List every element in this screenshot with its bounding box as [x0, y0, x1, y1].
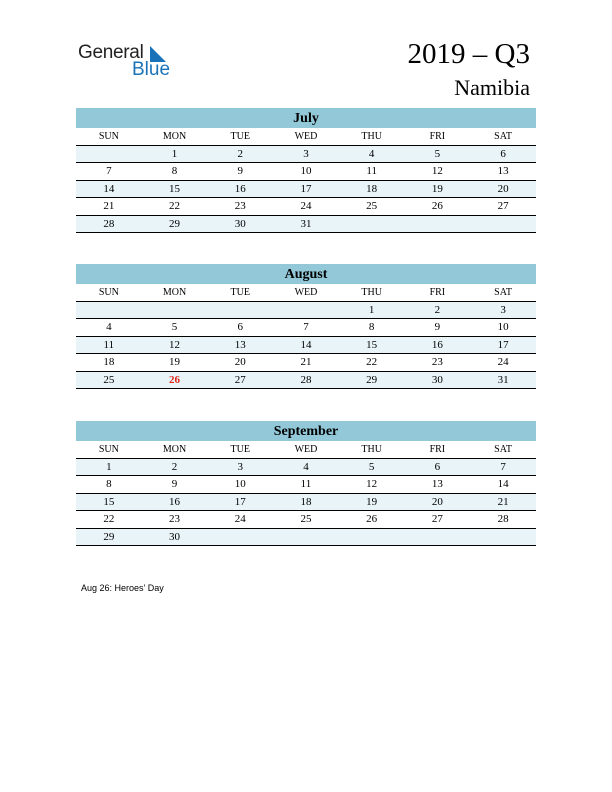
- week-row: [76, 146, 536, 164]
- date-cell: 11: [103, 338, 115, 351]
- date-cell: 14: [300, 338, 312, 351]
- weekday-label: WED: [294, 131, 318, 142]
- date-cell: 12: [169, 338, 181, 351]
- month-calendar: [76, 264, 536, 389]
- date-cell: [273, 529, 339, 546]
- date-cell: 31: [497, 373, 509, 386]
- date-cell: 22: [103, 513, 115, 525]
- date-cell: 12: [366, 478, 378, 490]
- date-cell: 29: [366, 373, 378, 386]
- date-cell: 1: [368, 303, 375, 316]
- date-cell: 28: [300, 373, 312, 386]
- weekday-header-row: [76, 284, 536, 302]
- week-row: [76, 372, 536, 390]
- date-cell: 19: [431, 182, 443, 195]
- weekday-label: WED: [294, 287, 318, 298]
- date-cell: [405, 216, 471, 233]
- date-cell: 2: [434, 303, 441, 316]
- weekday-label: MON: [162, 131, 187, 142]
- date-cell: [339, 216, 405, 233]
- date-cell: 8: [368, 321, 375, 333]
- logo-general-text: General: [78, 42, 144, 63]
- week-row: [76, 216, 536, 234]
- date-cell: 10: [300, 165, 312, 177]
- generalblue-logo: [78, 42, 188, 82]
- week-row: [76, 302, 536, 320]
- date-cell: 8: [106, 478, 112, 490]
- month-calendar: [76, 108, 536, 233]
- week-row: [76, 337, 536, 355]
- date-cell: 23: [169, 513, 181, 525]
- date-cell: 19: [366, 495, 378, 508]
- date-cell: 14: [103, 182, 115, 195]
- date-cell: 28: [103, 217, 115, 230]
- date-cell: 17: [234, 495, 246, 508]
- date-cell: 13: [431, 478, 443, 490]
- date-cell: 6: [500, 147, 506, 160]
- weekday-label: THU: [361, 287, 382, 298]
- date-cell: 20: [431, 495, 443, 508]
- date-cell: 17: [300, 182, 312, 195]
- date-cell: [76, 146, 142, 163]
- date-cell: 24: [300, 200, 312, 212]
- week-row: [76, 511, 536, 529]
- week-row: [76, 198, 536, 216]
- country-name: Namibia: [454, 75, 530, 100]
- date-cell: [273, 302, 339, 319]
- date-cell: 2: [237, 147, 243, 160]
- month-title: August: [76, 264, 536, 284]
- holiday-note: Aug 26: Heroes’ Day: [81, 583, 164, 593]
- date-cell: 27: [234, 373, 246, 386]
- date-cell: 9: [171, 478, 178, 490]
- date-cell: 9: [434, 321, 441, 333]
- date-cell: 18: [103, 356, 115, 368]
- date-cell: 6: [434, 460, 441, 473]
- weekday-label: FRI: [429, 131, 446, 142]
- date-cell: [142, 302, 208, 319]
- weekday-label: TUE: [230, 444, 250, 455]
- weekday-label: FRI: [429, 287, 446, 298]
- week-row: [76, 494, 536, 512]
- date-cell: 11: [300, 478, 312, 490]
- date-cell: 20: [234, 356, 246, 368]
- date-cell: 3: [303, 147, 309, 160]
- weekday-label: FRI: [429, 444, 446, 455]
- weekday-label: SUN: [98, 131, 119, 142]
- date-cell: 15: [366, 338, 378, 351]
- date-cell: [339, 529, 405, 546]
- date-cell: 2: [171, 460, 178, 473]
- date-cell: 8: [171, 165, 178, 177]
- date-cell: 11: [366, 165, 377, 177]
- date-cell: 27: [497, 200, 509, 212]
- weekday-header-row: [76, 441, 536, 459]
- month-calendar: [76, 421, 536, 546]
- date-cell: 24: [497, 356, 509, 368]
- week-row: [76, 181, 536, 199]
- date-cell: 6: [237, 321, 243, 333]
- date-cell: 10: [497, 321, 509, 333]
- date-cell: 18: [300, 495, 312, 508]
- weekday-label: TUE: [230, 287, 250, 298]
- date-cell: 25: [366, 200, 378, 212]
- week-row: [76, 459, 536, 477]
- date-cell: 21: [497, 495, 509, 508]
- week-row: [76, 319, 536, 337]
- date-cell: 5: [434, 147, 441, 160]
- date-cell: [207, 302, 273, 319]
- date-cell: 30: [234, 217, 246, 230]
- date-cell: 26: [431, 200, 443, 212]
- date-cell: 1: [106, 460, 112, 473]
- date-cell: 7: [303, 321, 309, 333]
- date-cell: 17: [497, 338, 509, 351]
- date-cell: 10: [234, 478, 246, 490]
- date-cell: 4: [368, 147, 375, 160]
- holiday-date-cell: 26: [169, 373, 181, 386]
- weekday-label: WED: [294, 444, 318, 455]
- date-cell: 25: [103, 373, 115, 386]
- weekday-label: SUN: [98, 287, 119, 298]
- date-cell: 29: [169, 217, 181, 230]
- weekday-label: SUN: [98, 444, 119, 455]
- week-row: [76, 476, 536, 494]
- date-cell: 25: [300, 513, 312, 525]
- date-cell: 30: [169, 530, 181, 543]
- date-cell: 26: [366, 513, 378, 525]
- weekday-label: MON: [162, 444, 187, 455]
- date-cell: 23: [431, 356, 443, 368]
- month-title: July: [76, 108, 536, 128]
- date-cell: 20: [497, 182, 509, 195]
- weekday-label: MON: [162, 287, 187, 298]
- date-cell: 15: [103, 495, 115, 508]
- date-cell: 24: [234, 513, 246, 525]
- date-cell: 9: [237, 165, 243, 177]
- date-cell: 18: [366, 182, 378, 195]
- date-cell: 7: [106, 165, 112, 177]
- date-cell: 27: [431, 513, 443, 525]
- weekday-label: THU: [361, 444, 382, 455]
- date-cell: 14: [497, 478, 509, 490]
- date-cell: 31: [300, 217, 312, 230]
- weekday-label: THU: [361, 131, 382, 142]
- date-cell: 30: [431, 373, 443, 386]
- date-cell: 21: [300, 356, 312, 368]
- weekday-label: SAT: [494, 444, 512, 455]
- logo-blue-text: Blue: [132, 59, 171, 80]
- date-cell: 1: [171, 147, 178, 160]
- date-cell: 19: [169, 356, 181, 368]
- date-cell: 29: [103, 530, 115, 543]
- date-cell: [405, 529, 471, 546]
- date-cell: 12: [431, 165, 443, 177]
- month-title: September: [76, 421, 536, 441]
- date-cell: 7: [500, 460, 506, 473]
- date-cell: 13: [234, 338, 246, 351]
- date-cell: 5: [171, 321, 178, 333]
- weekday-label: SAT: [494, 131, 512, 142]
- date-cell: 4: [303, 460, 309, 473]
- date-cell: [207, 529, 273, 546]
- title-block: [408, 38, 530, 102]
- date-cell: 23: [234, 200, 246, 212]
- date-cell: 4: [106, 321, 112, 333]
- week-row: [76, 354, 536, 372]
- week-row: [76, 163, 536, 181]
- date-cell: [470, 216, 536, 233]
- date-cell: 3: [237, 460, 243, 473]
- date-cell: 15: [169, 182, 181, 195]
- date-cell: [76, 302, 142, 319]
- week-row: [76, 529, 536, 547]
- date-cell: 16: [169, 495, 181, 508]
- weekday-label: SAT: [494, 287, 512, 298]
- date-cell: 5: [368, 460, 375, 473]
- weekday-header-row: [76, 128, 536, 146]
- date-cell: [470, 529, 536, 546]
- date-cell: 21: [103, 200, 115, 212]
- date-cell: 13: [497, 165, 509, 177]
- date-cell: 3: [500, 303, 506, 316]
- date-cell: 22: [169, 200, 181, 212]
- date-cell: 16: [234, 182, 246, 195]
- date-cell: 28: [497, 513, 509, 525]
- weekday-label: TUE: [230, 131, 250, 142]
- date-cell: 16: [431, 338, 443, 351]
- period-title: 2019 – Q3: [407, 38, 530, 70]
- date-cell: 22: [366, 356, 378, 368]
